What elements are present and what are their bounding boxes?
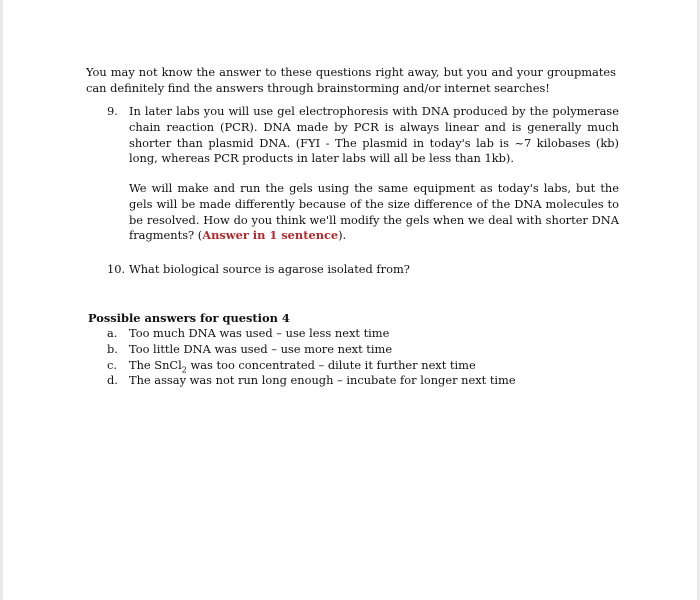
question-number: 9. (107, 104, 118, 118)
list-text: Too little DNA was used – use more next time (129, 341, 393, 356)
question-10 (107, 262, 619, 278)
list-letter: a. (107, 326, 118, 340)
emphasis-open: ( (197, 228, 203, 243)
subscript: 2 (181, 364, 187, 374)
list-letter: b. (107, 341, 118, 356)
list-item (107, 373, 516, 389)
question-9-followup (129, 181, 619, 244)
list-text-pre: The SnCl (129, 357, 182, 372)
answers-list (107, 326, 516, 389)
question-text: What biological source is agarose isolated from? (129, 262, 410, 276)
list-item (107, 326, 516, 342)
list-letter: c. (107, 357, 118, 372)
document-page (3, 0, 697, 600)
answer-length-instruction: Answer in 1 sentence (202, 228, 339, 243)
question-number: 10. (107, 262, 126, 276)
list-text: Too much DNA was used – use less next time (129, 326, 390, 340)
list-item (107, 358, 516, 374)
emphasis-close: ). (338, 228, 347, 243)
list-item (107, 342, 516, 358)
list-text-post: was too concentrated – dilute it further next time (186, 357, 476, 372)
question-followup-text: We will make and run the gels using the same equipment as today's labs, but the gels will be made differently because of the size difference of the DNA molecules to be resolved. How do you think we'll modify the gels when we deal with shorter DNA fragments? (129, 181, 619, 243)
question-text: In later labs you will use gel electrophoresis with DNA produced by the polymerase chain reaction (PCR). DNA made by PCR is always linear and is generally much shorter than plasmid DNA. (FYI - The plasmid in today's lab is ~7 kilobases (kb) long, whereas PCR products in later labs will all be less than 1kb). (129, 104, 619, 166)
answers-heading: Possible answers for question 4 (88, 311, 290, 325)
list-text: The assay was not run long enough – incubate for longer next time (129, 373, 516, 388)
list-letter: d. (107, 373, 118, 388)
question-9 (107, 104, 619, 167)
intro-paragraph: You may not know the answer to these questions right away, but you and your groupmates can definitely find the answers through brainstorming and/or internet searches! (86, 65, 616, 95)
